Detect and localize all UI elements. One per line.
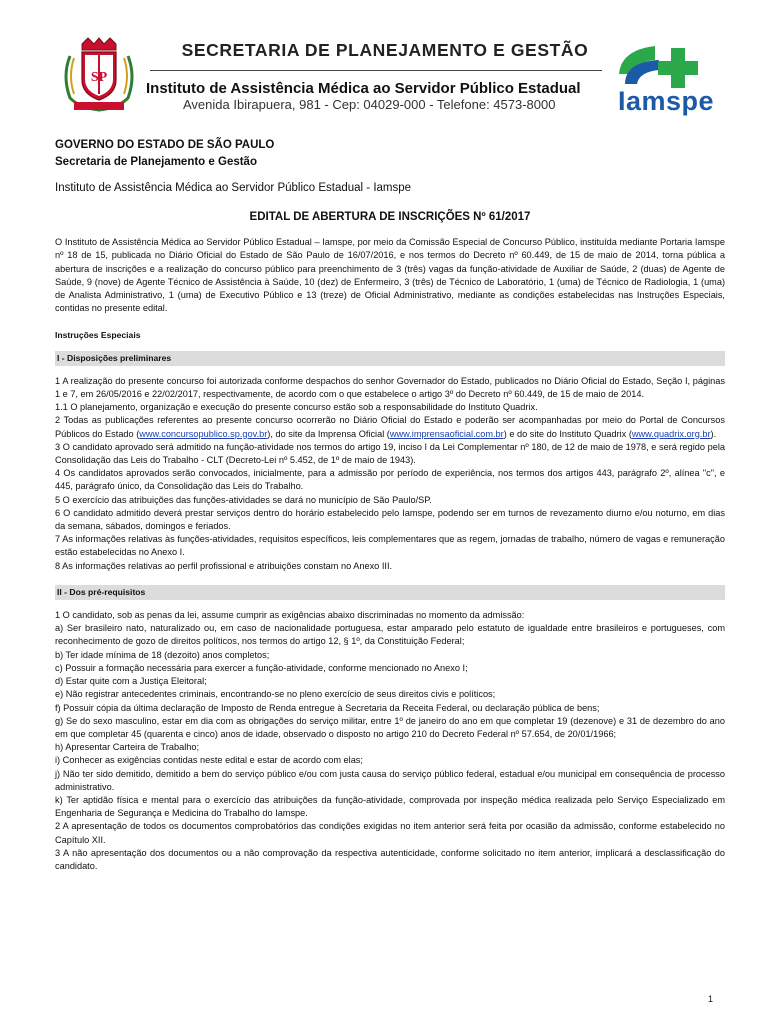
paragraph-7: 7 As informações relativas às funções-atividades, requisitos específicos, leis complementares que as regem, jornadas de trabalho, número de vagas e remuneração estão estabelecidas no Anexo I.: [55, 534, 725, 558]
prerequisites-list: [55, 609, 725, 873]
government-heading: GOVERNO DO ESTADO DE SÃO PAULO: [55, 139, 275, 151]
prerequisite-item: 2 A apresentação de todos os documentos comprobatórios das condições exigidas no item anterior será feita por ocasião da admissão, conforme estabelecido no Capítulo XII.: [55, 821, 725, 845]
prerequisite-item: d) Estar quite com a Justiça Eleitoral;: [55, 676, 207, 687]
prerequisite-item: g) Se do sexo masculino, estar em dia com as obrigações do serviço militar, entre 1º de janeiro do ano em que completar 19 (dezenove) e 31 de dezembro do ano em que completar 45 (quarenta e cinco) anos de idade, observado o disposto no artigo 210 do Decreto Federal nº 57.654, de 20/01/1966;: [55, 715, 725, 739]
header-divider: [150, 70, 602, 71]
svg-text:SP: SP: [90, 70, 108, 85]
section-2-title: II - Dos pré-requisitos: [55, 585, 725, 600]
paragraph-8: 8 As informações relativas ao perfil profissional e atribuições constam no Anexo III.: [55, 560, 393, 571]
iamspe-logo-text: Iamspe: [618, 86, 715, 116]
institute-heading: Instituto de Assistência Médica ao Servidor Público Estadual - Iamspe: [55, 182, 412, 194]
document-body: [55, 137, 725, 873]
section-1-title: I - Disposições preliminares: [55, 351, 725, 366]
paragraph-6: 6 O candidato admitido deverá prestar serviços dentro do horário estabelecido pelo Iamspe, podendo ser em turnos de revezamento diurno e/ou noturno, em dias da semana, sábados, domingos e feriados.: [55, 507, 725, 532]
secretariat-heading: Secretaria de Planejamento e Gestão: [55, 156, 257, 168]
prerequisite-item: 1 O candidato, sob as penas da lei, assume cumprir as exigências abaixo discriminadas no momento da admissão:: [55, 610, 525, 621]
paragraph-4: 4 Os candidatos aprovados serão convocados, inicialmente, para a admissão por período de experiência, nos termos dos artigos 443, parágrafo 2º, alínea "c", e 445, parágrafo único, da Consolidação das Leis do Trabalho.: [55, 468, 725, 492]
institute-header-subtitle: Instituto de Assistência Médica ao Servidor Público Estadual: [146, 80, 581, 97]
prerequisite-item: k) Ter aptidão física e mental para o exercício das atribuições da função-atividade, comprovada por inspeção médica realizada pelo Serviço Especializado em Engenharia de Segurança e Medicina do Trabalho do Iamspe.: [55, 794, 725, 819]
link-imprensaoficial[interactable]: www.imprensaoficial.com.br: [389, 428, 504, 439]
edital-title: EDITAL DE ABERTURA DE INSCRIÇÕES Nº 61/2017: [249, 211, 531, 223]
prerequisite-item: i) Conhecer as exigências contidas neste edital e estar de acordo com elas;: [55, 755, 363, 766]
intro-paragraph: O Instituto de Assistência Médica ao Servidor Público Estadual – Iamspe, por meio da Comissão Especial de Concurso Público, instituída mediante Portaria Iamspe nº 18 de 15, publicada no Diário Oficial do Estado de São Paulo de 16/07/2016, e nos termos do Decreto nº 60.449, de 15 de maio de 2014, torna pública a abertura de inscrições e a realização do concurso público para preenchimento de 3 (três) vagas da função-atividade de Auxiliar de Saúde, 2 (duas) de Agente de Saúde, 9 (nove) de Agente Técnico de Assistência à Saúde, 10 (dez) de Enfermeiro, 3 (três) de Técnico de Laboratório, 1 (uma) de Técnico de Radiologia, 1 (uma) de Analista Administrativo, 1 (uma) de Executivo Público e 13 (treze) de Oficial Administrativo, mediante as condições estabelecidas nas Instruções Especiais, contidas no presente edital.: [55, 237, 725, 314]
prerequisite-item: a) Ser brasileiro nato, naturalizado ou, em caso de nacionalidade portuguesa, estar amparado pelo estatuto de igualdade entre brasileiros e portugueses, com reconhecimento de gozo de direitos políticos, nos termos do artigo 12, § 1º, da Constituição Federal;: [55, 623, 725, 647]
prerequisite-item: b) Ter idade mínima de 18 (dezoito) anos completos;: [55, 649, 270, 660]
page-number: 1: [708, 994, 714, 1004]
special-instructions-heading: Instruções Especiais: [55, 330, 141, 341]
prerequisite-item: 3 A não apresentação dos documentos ou a não comprovação da respectiva autenticidade, conforme solicitado no item anterior, implicará a desclassificação do candidato.: [55, 847, 725, 871]
prerequisite-item: f) Possuir cópia da última declaração de Imposto de Renda entregue à Secretaria da Receita Federal, ou declaração pública de bens;: [55, 702, 600, 713]
paragraph-1: 1 A realização do presente concurso foi autorizada conforme despachos do senhor Governador do Estado, publicados no Diário Oficial do Estado, Seção I, páginas 1 e 7, em 26/05/2016 e 22/02/2017, respectivamente, de acordo com o que estabelece o artigo 3º do Decreto nº 60.449, de 15 de maio de 2014.: [55, 375, 725, 400]
sao-paulo-coat-of-arms-icon: [60, 36, 138, 116]
link-concursopublico[interactable]: www.concursopublico.sp.gov.br: [139, 428, 268, 439]
paragraph-5: 5 O exercício das atribuições das funções-atividades se dará no município de São Paulo/SP.: [55, 494, 432, 505]
paragraph-1-1: 1.1 O planejamento, organização e execução do presente concurso estão sob a responsabilidade do Instituto Quadrix.: [55, 402, 538, 413]
paragraph-3: 3 O candidato aprovado será admitido na função-atividade nos termos do artigo 19, inciso I da Lei Complementar nº 180, de 12 de maio de 1978, e será regido pela Consolidação das Leis do Trabalho - CLT (Decreto-Lei nº 5.452, de 1º de maio de 1943).: [55, 441, 725, 466]
prerequisite-item: e) Não registrar antecedentes criminais, encontrando-se no pleno exercício de seus direitos civis e políticos;: [55, 689, 496, 700]
link-quadrix[interactable]: www.quadrix.org.br: [631, 428, 711, 439]
paragraph-2: 2 Todas as publicações referentes ao presente concurso ocorrerão no Diário Oficial do Estado e poderão ser acompanhadas por meio do Portal de Concursos Públicos do Estado (www.concursopublico.sp.gov.br), do site da Imprensa Oficial (www.imprensaoficial.com.br) e do site do Instituto Quadrix (www.quadrix.org.br).: [55, 415, 725, 439]
prerequisite-item: c) Possuir a formação necessária para exercer a função-atividade, conforme mencionado no Anexo I;: [55, 662, 468, 673]
secretariat-header-title: SECRETARIA DE PLANEJAMENTO E GESTÃO: [181, 40, 589, 60]
prerequisite-item: h) Apresentar Carteira de Trabalho;: [55, 742, 200, 753]
prerequisite-item: j) Não ter sido demitido, demitido a bem do serviço público e/ou com justa causa do serviço público federal, estadual e/ou municipal em consequência de processo administrativo.: [55, 768, 725, 792]
institute-address: Avenida Ibirapuera, 981 - Cep: 04029-000 - Telefone: 4573-8000: [183, 97, 556, 112]
